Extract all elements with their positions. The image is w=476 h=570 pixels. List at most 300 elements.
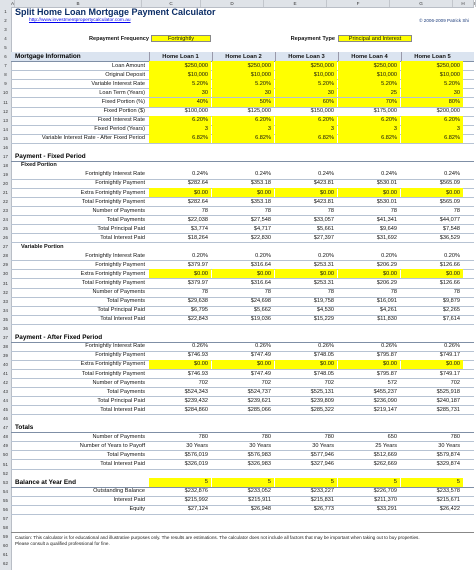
value-cell: $27,397: [313, 234, 334, 241]
value-cell: 702: [261, 379, 271, 386]
row-number[interactable]: 35: [3, 316, 8, 322]
value-cell: $41,341: [376, 216, 397, 223]
value-cell: $326,983: [247, 461, 271, 468]
value-cell: $9,879: [442, 298, 460, 305]
value-cell: $44,077: [439, 216, 460, 223]
value-cell: $175,000: [373, 108, 397, 115]
row-number[interactable]: 22: [3, 199, 8, 205]
row-number[interactable]: 50: [3, 452, 8, 458]
row-number[interactable]: 56: [3, 506, 8, 512]
row-number[interactable]: 18: [3, 162, 8, 168]
input-cell[interactable]: $10,000: [212, 70, 274, 79]
row-number[interactable]: 23: [3, 208, 8, 214]
value-cell: 702: [198, 379, 208, 386]
value-cell: 0.24%: [255, 171, 271, 178]
row-number[interactable]: 17: [3, 153, 8, 159]
column-header-g[interactable]: G: [390, 0, 453, 7]
row-number[interactable]: 52: [3, 470, 8, 476]
column-header-f[interactable]: F: [327, 0, 390, 7]
value-cell: $240,187: [436, 397, 460, 404]
input-cell[interactable]: 25: [338, 88, 400, 97]
input-cell[interactable]: 6.20%: [275, 116, 337, 125]
row-number[interactable]: 3: [4, 27, 7, 33]
caution-line-2: Please consult a qualified professional for fine.: [15, 540, 110, 546]
caution-text: [15, 535, 470, 547]
value-cell: $31,692: [376, 234, 397, 241]
row-number[interactable]: 7: [4, 63, 7, 69]
value-cell: 78: [264, 207, 271, 214]
row-number[interactable]: 24: [3, 217, 8, 223]
value-cell: $329,874: [436, 461, 460, 468]
link-row: [11, 16, 474, 25]
row-label: Extra Fortnightly Payment: [80, 270, 145, 277]
row-number[interactable]: 49: [3, 443, 8, 449]
value-cell: $215,671: [436, 497, 460, 504]
value-cell: $353.18: [250, 198, 271, 205]
row-number[interactable]: 15: [3, 135, 8, 141]
column-header-h[interactable]: H: [453, 0, 474, 7]
input-cell[interactable]: $0.00: [338, 360, 400, 369]
row-number[interactable]: 16: [3, 144, 8, 150]
value-cell: $232,876: [184, 488, 208, 495]
input-cell[interactable]: $0.00: [338, 188, 400, 197]
value-cell: $33,057: [313, 216, 334, 223]
row-label: Total Payments: [106, 451, 145, 458]
row-number[interactable]: 55: [3, 497, 8, 503]
row-number[interactable]: 27: [3, 244, 8, 250]
value-cell: $233,227: [310, 488, 334, 495]
row-number[interactable]: 60: [3, 542, 8, 548]
row-number[interactable]: 38: [3, 343, 8, 349]
row-label: Total Interest Paid: [100, 316, 145, 323]
row-label: Loan Amount: [112, 62, 145, 69]
input-cell[interactable]: $0.00: [275, 360, 337, 369]
row-number[interactable]: 59: [3, 533, 8, 539]
value-cell: $285,322: [310, 406, 334, 413]
repayment-options-row: [11, 34, 474, 43]
row-number[interactable]: 32: [3, 289, 8, 295]
value-cell: $27,124: [187, 506, 208, 513]
value-cell: 0.24%: [444, 171, 460, 178]
column-header-e[interactable]: E: [264, 0, 327, 7]
value-cell: $565.09: [439, 180, 460, 187]
value-cell: $353.18: [250, 180, 271, 187]
fixed-period-section-title: Payment - Fixed Period: [15, 152, 86, 160]
row-label: Total Payments: [106, 298, 145, 305]
input-cell[interactable]: $0.00: [401, 269, 463, 278]
value-cell: $18,264: [187, 234, 208, 241]
value-cell: 78: [327, 289, 334, 296]
row-number[interactable]: 8: [4, 72, 7, 78]
row-number[interactable]: 57: [3, 515, 8, 521]
value-cell: $525,131: [310, 388, 334, 395]
row-number[interactable]: 25: [3, 226, 8, 232]
row-label: Extra Fortnightly Payment: [80, 189, 145, 196]
row-label: Total Payments: [106, 216, 145, 223]
input-cell[interactable]: $250,000: [338, 61, 400, 70]
value-cell: 30 Years: [249, 442, 271, 449]
value-cell: $16,091: [376, 298, 397, 305]
value-cell: 780: [450, 433, 460, 440]
value-cell: 30 Years: [312, 442, 334, 449]
balance-year-input[interactable]: 5: [401, 478, 463, 487]
value-cell: $11,830: [377, 316, 397, 323]
loan-column-header: Home Loan 4: [338, 52, 400, 61]
row-label: Total Fortnightly Payment: [81, 370, 145, 377]
input-cell[interactable]: $10,000: [401, 70, 463, 79]
repayment-type-dropdown[interactable]: Principal and Interest: [338, 35, 412, 42]
row-label: Variable Interest Rate - After Fixed Period: [41, 135, 145, 142]
value-cell: $22,830: [250, 234, 271, 241]
variable-portion-heading: [11, 242, 474, 251]
input-cell[interactable]: 60%: [275, 98, 337, 107]
input-cell[interactable]: 40%: [149, 98, 211, 107]
row-number[interactable]: 5: [4, 45, 7, 51]
value-cell: $126.66: [439, 280, 460, 287]
balance-year-input[interactable]: 5: [149, 478, 211, 487]
value-cell: 30 Years: [186, 442, 208, 449]
input-cell[interactable]: 3: [275, 125, 337, 134]
value-cell: $747.49: [250, 370, 271, 377]
website-link[interactable]: http://www.investmentpropertycalculator.com.au: [29, 18, 131, 24]
value-cell: $239,432: [184, 397, 208, 404]
row-label: Fortnightly Payment: [95, 352, 145, 359]
data-row: [11, 505, 474, 515]
row-label: Number of Payments: [92, 433, 145, 440]
value-cell: $795.87: [376, 370, 397, 377]
row-number[interactable]: 1: [4, 9, 7, 14]
value-cell: $239,809: [310, 397, 334, 404]
row-label: Number of Years to Payoff: [79, 442, 145, 449]
value-cell: 0.20%: [444, 252, 460, 259]
input-cell[interactable]: 6.20%: [338, 116, 400, 125]
input-cell[interactable]: 3: [149, 125, 211, 134]
value-cell: $29,638: [187, 298, 208, 305]
column-header-a[interactable]: A: [11, 1, 15, 6]
value-cell: $579,874: [436, 451, 460, 458]
value-cell: $9,649: [379, 225, 397, 232]
row-label: Outstanding Balance: [93, 488, 145, 495]
balance-year-input[interactable]: 5: [275, 478, 337, 487]
value-cell: 702: [324, 379, 334, 386]
value-cell: $316.64: [250, 261, 271, 268]
input-cell[interactable]: 3: [401, 125, 463, 134]
value-cell: $226,709: [373, 488, 397, 495]
value-cell: 0.26%: [192, 343, 208, 350]
input-cell[interactable]: 50%: [212, 98, 274, 107]
row-number[interactable]: 54: [3, 488, 8, 494]
row-number[interactable]: 47: [3, 425, 8, 431]
data-row: [11, 405, 474, 415]
value-cell: $576,019: [184, 451, 208, 458]
row-number[interactable]: 44: [3, 398, 8, 404]
input-cell[interactable]: 5.20%: [275, 79, 337, 88]
row-number[interactable]: 2: [4, 18, 7, 24]
value-cell: $150,000: [310, 108, 334, 115]
value-cell: $530.01: [376, 198, 397, 205]
value-cell: $233,052: [247, 488, 271, 495]
input-cell[interactable]: $250,000: [275, 61, 337, 70]
input-cell[interactable]: $250,000: [149, 61, 211, 70]
value-cell: 78: [264, 289, 271, 296]
input-cell[interactable]: 6.82%: [149, 134, 211, 143]
totals-section-title: Totals: [15, 424, 34, 432]
row-label: Number of Payments: [92, 289, 145, 296]
row-number[interactable]: 31: [3, 280, 8, 286]
value-cell: $577,946: [310, 451, 334, 458]
value-cell: $524,343: [184, 388, 208, 395]
input-cell[interactable]: $0.00: [149, 188, 211, 197]
row-number[interactable]: 13: [3, 117, 8, 123]
input-cell[interactable]: 30: [149, 88, 211, 97]
input-cell[interactable]: 6.82%: [212, 134, 274, 143]
value-cell: $423.81: [313, 180, 334, 187]
row-number[interactable]: 53: [3, 479, 8, 485]
value-cell: 0.24%: [381, 171, 397, 178]
caution-line-1: Caution: This calculator is for educational and illustrative purposes only. The results are estimations. The calculator does not include all factors that may be important when taking out to buy properties.: [15, 534, 420, 540]
value-cell: 0.20%: [381, 252, 397, 259]
input-cell[interactable]: $0.00: [401, 360, 463, 369]
input-cell[interactable]: 5.20%: [212, 79, 274, 88]
row-number[interactable]: 26: [3, 235, 8, 241]
balance-year-input[interactable]: 5: [212, 478, 274, 487]
value-cell: 78: [390, 207, 397, 214]
row-number[interactable]: 14: [3, 126, 8, 132]
input-cell[interactable]: 30: [275, 88, 337, 97]
value-cell: $36,529: [439, 234, 460, 241]
repayment-frequency-label: Repayment Frequency: [89, 35, 149, 42]
input-cell[interactable]: 6.20%: [149, 116, 211, 125]
column-header-b[interactable]: B: [15, 0, 142, 7]
row-number[interactable]: 48: [3, 434, 8, 440]
row-number[interactable]: 10: [3, 90, 8, 96]
value-cell: $100,000: [184, 108, 208, 115]
input-cell[interactable]: 3: [212, 125, 274, 134]
value-cell: $211,370: [374, 497, 397, 504]
row-label: Number of Payments: [92, 207, 145, 214]
row-label: Total Interest Paid: [100, 234, 145, 241]
value-cell: $282.64: [187, 180, 208, 187]
input-cell[interactable]: $10,000: [275, 70, 337, 79]
value-cell: $746.93: [187, 352, 208, 359]
row-label: Fixed Portion ($): [103, 108, 145, 115]
row-label: Total Fortnightly Payment: [81, 280, 145, 287]
row-label: Total Interest Paid: [100, 461, 145, 468]
row-number[interactable]: 62: [3, 561, 8, 567]
value-cell: 0.26%: [381, 343, 397, 350]
row-number[interactable]: 34: [3, 307, 8, 313]
row-label: Fortnightly Interest Rate: [85, 171, 145, 178]
value-cell: $749.17: [439, 352, 460, 359]
input-cell[interactable]: $0.00: [149, 269, 211, 278]
column-header-i[interactable]: I: [474, 1, 476, 6]
row-number[interactable]: 36: [3, 325, 8, 331]
value-cell: $455,237: [373, 388, 397, 395]
value-cell: $4,530: [316, 307, 334, 314]
value-cell: $239,621: [247, 397, 271, 404]
value-cell: 25 Years: [375, 442, 397, 449]
input-cell[interactable]: $0.00: [275, 188, 337, 197]
row-label: Loan Term (Years): [99, 89, 145, 96]
row-number[interactable]: 42: [3, 380, 8, 386]
input-cell[interactable]: 6.82%: [338, 134, 400, 143]
value-cell: 0.26%: [318, 343, 334, 350]
value-cell: $530.01: [376, 180, 397, 187]
row-number[interactable]: 39: [3, 352, 8, 358]
value-cell: 0.26%: [255, 343, 271, 350]
row-number[interactable]: 21: [3, 190, 8, 195]
value-cell: $206.29: [376, 280, 397, 287]
value-cell: 78: [453, 207, 460, 214]
value-cell: $24,698: [250, 298, 271, 305]
value-cell: $26,422: [439, 506, 460, 513]
value-cell: $206.29: [376, 261, 397, 268]
row-number[interactable]: 58: [3, 524, 8, 530]
value-cell: $4,717: [253, 225, 271, 232]
value-cell: $748.05: [313, 352, 334, 359]
input-cell[interactable]: 5.20%: [149, 79, 211, 88]
value-cell: $316.64: [250, 280, 271, 287]
input-cell[interactable]: 5.20%: [338, 79, 400, 88]
value-cell: $5,661: [316, 225, 334, 232]
repayment-type-label: Repayment Type: [290, 35, 335, 42]
input-cell[interactable]: $0.00: [338, 269, 400, 278]
value-cell: 650: [387, 433, 397, 440]
title-row: [11, 7, 474, 16]
value-cell: $285,731: [436, 406, 460, 413]
row-label: Total Fortnightly Payment: [81, 198, 145, 205]
value-cell: $26,773: [313, 506, 334, 513]
data-row: [11, 315, 474, 325]
value-cell: 572: [387, 379, 397, 386]
row-number[interactable]: 61: [3, 552, 8, 557]
input-cell[interactable]: $0.00: [149, 360, 211, 369]
value-cell: $285,066: [247, 406, 271, 413]
input-cell[interactable]: $0.00: [212, 360, 274, 369]
value-cell: $236,090: [373, 397, 397, 404]
value-cell: 78: [453, 289, 460, 296]
row-number[interactable]: 29: [3, 262, 8, 268]
value-cell: 0.24%: [318, 171, 334, 178]
row-label: Number of Payments: [92, 379, 145, 386]
input-cell[interactable]: $0.00: [401, 188, 463, 197]
loan-column-header: Home Loan 2: [212, 52, 274, 61]
row-label: Total Principal Paid: [97, 225, 145, 232]
value-cell: $3,774: [190, 225, 208, 232]
row-number[interactable]: 19: [3, 171, 8, 177]
row-label: Total Principal Paid: [97, 397, 145, 404]
value-cell: $219,147: [373, 406, 397, 413]
value-cell: $215,831: [310, 497, 334, 504]
row-number[interactable]: 45: [3, 407, 8, 413]
value-cell: $253.31: [313, 280, 334, 287]
value-cell: $22,843: [187, 316, 208, 323]
row-number[interactable]: 20: [3, 180, 8, 186]
input-cell[interactable]: $10,000: [149, 70, 211, 79]
input-cell[interactable]: 6.20%: [401, 116, 463, 125]
input-cell[interactable]: 6.82%: [275, 134, 337, 143]
row-number[interactable]: 28: [3, 253, 8, 259]
row-number[interactable]: 40: [3, 361, 8, 367]
value-cell: $4,261: [379, 307, 397, 314]
row-label: Fixed Portion (%): [101, 99, 145, 106]
row-number[interactable]: 51: [3, 461, 8, 467]
value-cell: $125,000: [247, 108, 271, 115]
row-label: Total Principal Paid: [97, 307, 145, 314]
row-number[interactable]: 12: [3, 108, 8, 114]
column-header-c[interactable]: C: [142, 0, 201, 7]
input-cell[interactable]: 3: [338, 125, 400, 134]
value-cell: 0.20%: [192, 252, 208, 259]
value-cell: $327,946: [310, 461, 334, 468]
value-cell: $215,992: [184, 497, 208, 504]
row-number[interactable]: 46: [3, 416, 8, 422]
value-cell: 780: [261, 433, 271, 440]
input-cell[interactable]: 6.20%: [212, 116, 274, 125]
row-label: Total Interest Paid: [100, 406, 145, 413]
row-label: Fortnightly Payment: [95, 261, 145, 268]
input-cell[interactable]: $250,000: [401, 61, 463, 70]
row-number[interactable]: 30: [3, 271, 8, 277]
value-cell: 702: [450, 379, 460, 386]
balance-year-input[interactable]: 5: [338, 478, 400, 487]
value-cell: $282.64: [187, 198, 208, 205]
input-cell[interactable]: $0.00: [275, 269, 337, 278]
input-cell[interactable]: 70%: [338, 98, 400, 107]
copyright-text: © 2006-2009 Patrick Shi: [419, 18, 469, 24]
value-cell: 78: [390, 289, 397, 296]
row-number[interactable]: 9: [4, 81, 7, 87]
input-cell[interactable]: $250,000: [212, 61, 274, 70]
variable-portion-heading-title: Variable Portion: [21, 243, 64, 250]
row-number[interactable]: 37: [3, 334, 8, 340]
value-cell: $200,000: [436, 108, 460, 115]
row-label: Fortnightly Interest Rate: [85, 343, 145, 350]
input-cell[interactable]: $10,000: [338, 70, 400, 79]
input-cell[interactable]: 6.82%: [401, 134, 463, 143]
balance-section-title: Balance at Year End: [15, 478, 76, 486]
row-label: Equity: [129, 506, 145, 513]
repayment-frequency-dropdown[interactable]: Fortnightly: [151, 35, 211, 42]
value-cell: $253.31: [313, 261, 334, 268]
value-cell: $576,983: [247, 451, 271, 458]
row-number[interactable]: 43: [3, 389, 8, 395]
value-cell: $7,614: [442, 316, 460, 323]
value-cell: $326,019: [184, 461, 208, 468]
row-number[interactable]: 11: [3, 99, 8, 105]
row-number[interactable]: 41: [3, 371, 8, 376]
data-row: [11, 460, 474, 470]
value-cell: $748.05: [313, 370, 334, 377]
value-cell: $423.81: [313, 198, 334, 205]
input-cell[interactable]: $0.00: [212, 269, 274, 278]
value-cell: $525,918: [436, 388, 460, 395]
value-cell: $749.17: [439, 370, 460, 377]
input-cell[interactable]: $0.00: [212, 188, 274, 197]
row-number[interactable]: 6: [4, 54, 7, 60]
row-label: Fortnightly Interest Rate: [85, 252, 145, 259]
value-cell: $379.97: [187, 261, 208, 268]
input-cell[interactable]: 80%: [401, 98, 463, 107]
column-header-d[interactable]: D: [201, 0, 264, 7]
input-cell[interactable]: 30: [401, 88, 463, 97]
caution-row: [11, 532, 474, 551]
value-cell: 78: [201, 207, 208, 214]
row-number[interactable]: 4: [4, 36, 7, 42]
input-cell[interactable]: 30: [212, 88, 274, 97]
row-number[interactable]: 33: [3, 298, 8, 304]
input-cell[interactable]: 5.20%: [401, 79, 463, 88]
